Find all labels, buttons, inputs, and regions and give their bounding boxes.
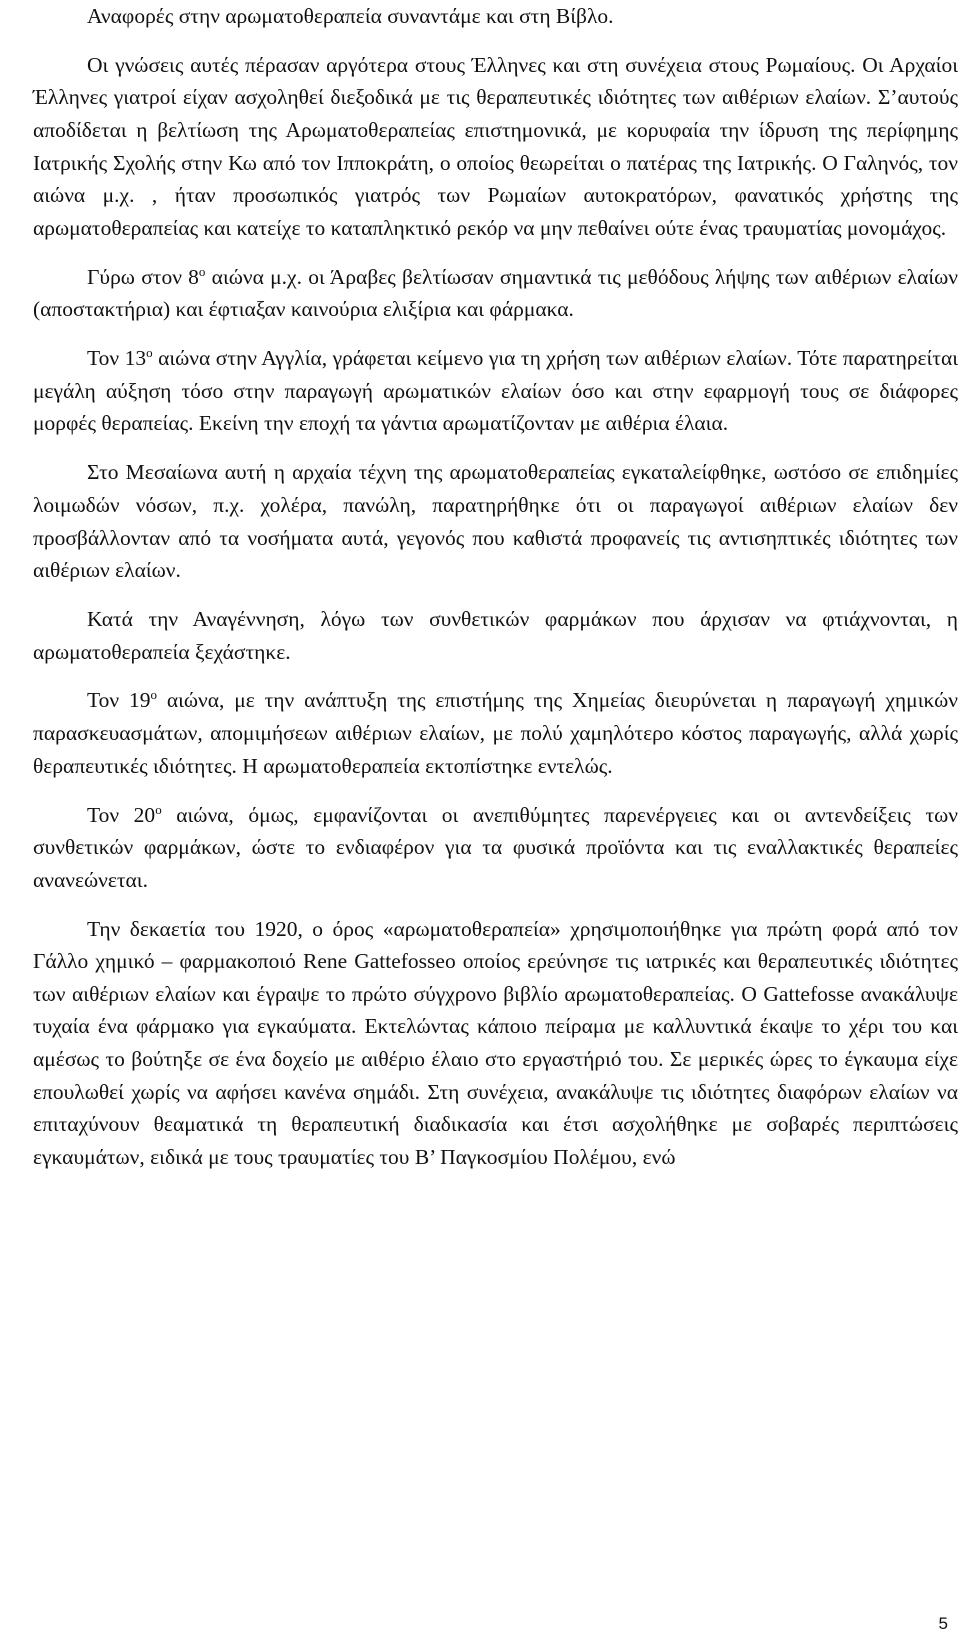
paragraph-text-after: αιώνα μ.χ. οι Άραβες βελτίωσαν σημαντικά τις μεθόδους λήψης των αιθέριων ελαίων (αποστακτήρια) και έφτιαξαν καινούρια ελιξίρια και φάρμακα. xyxy=(33,264,958,322)
paragraph-middle-ages: Στο Μεσαίωνα αυτή η αρχαία τέχνη της αρωματοθεραπείας εγκαταλείφθηκε, ωστόσο σε επιδημίες λοιμωδών νόσων, π.χ. χολέρα, πανώλη, παρατηρήθηκε ότι οι παραγωγοί αιθέριων ελαίων δεν προσβάλλονταν από τα νοσήματα αυτά, γεγονός που καθιστά προφανείς τις αντισηπτικές ιδιότητες των αιθέριων ελαίων. xyxy=(33,460,958,583)
paragraph-1920s-gattefosse: Την δεκαετία του 1920, ο όρος «αρωματοθεραπεία» χρησιμοποιήθηκε για πρώτη φορά από τον Γάλλο χημικό – φαρμακοποιό Rene Gattefosseo οποίος ερεύνησε τις ιατρικές και θεραπευτικές ιδιότητες των αιθέριων ελαίων και έγραψε το πρώτο σύγχρονο βιβλίο αρωματοθεραπείας. Ο Gattefosse ανακάλυψε τυχαία ένα φάρμακο για εγκαύματα. Εκτελώντας κάποιο πείραμα με καλλυντικά έκαψε το χέρι του και αμέσως το βούτηξε σε ένα δοχείο με αιθέριο έλαιο στο εργαστήριό του. Σε μερικές ώρες το έγκαυμα είχε επουλωθεί χωρίς να αφήσει κανένα σημάδι. Στη συνέχεια, ανακάλυψε τις ιδιότητες διαφόρων ελαίων να επιταχύνουν θεαματικά τη θεραπευτική διαδικασία και έτσι ασχολήθηκε με σοβαρές περιπτώσεις εγκαυμάτων, ειδικά με τους τραυματίες του Β’ Παγκοσμίου Πολέμου, ενώ xyxy=(33,916,958,1169)
ordinal-superscript: ο xyxy=(150,687,157,703)
paragraph-greeks-romans: Οι γνώσεις αυτές πέρασαν αργότερα στους Έλληνες και στη συνέχεια στους Ρωμαίους. Οι Αρχαίοι Έλληνες γιατροί είχαν ασχοληθεί διεξοδικά με τις θεραπευτικές ιδιότητες των αιθέριων ελαίων. Σ’αυτούς αποδίδεται η βελτίωση της Αρωματοθεραπείας επιστημονικά, με κορυφαία την ίδρυση της περίφημης Ιατρικής Σχολής στην Κω από τον Ιπποκράτη, ο οποίος θεωρείται ο πατέρας της Ιατρικής. Ο Γαληνός, τον αιώνα μ.χ. , ήταν προσωπικός γιατρός των Ρωμαίων αυτοκρατόρων, φανατικός χρήστης της αρωματοθεραπείας και κατείχε το καταπληκτικό ρεκόρ να μην πεθαίνει ούτε ένας τραυματίας μονομάχος. xyxy=(33,52,958,240)
paragraph-text-before: Τον 20 xyxy=(87,802,156,827)
paragraph-text-after: αιώνα στην Αγγλία, γράφεται κείμενο για τη χρήση των αιθέριων ελαίων. Τότε παρατηρείται μεγάλη αύξηση τόσο στην παραγωγή αρωματικών ελαίων όσο και στην εφαρμογή τους σε διάφορες μορφές θεραπείας. Εκείνη την εποχή τα γάντια αρωματίζονταν με αιθέρια έλαια. xyxy=(33,346,958,436)
paragraph-19th-century xyxy=(33,684,958,782)
ordinal-superscript: ο xyxy=(198,263,206,279)
document-body xyxy=(33,0,958,1190)
paragraph-bible-reference: Αναφορές στην αρωματοθεραπεία συναντάμε και στη Βίβλο. xyxy=(87,4,614,28)
paragraph-text-before: Γύρω στον 8 xyxy=(87,264,199,289)
paragraph-text-after: αιώνα, με την ανάπτυξη της επιστήμης της Χημείας διευρύνεται η παραγωγή χημικών παρασκευασμάτων, απομιμήσεων αιθέριων ελαίων, με πολύ χαμηλότερο κόστος παραγωγής, αλλά χωρίς θεραπευτικές ιδιότητες. Η αρωματοθεραπεία εκτοπίστηκε εντελώς. xyxy=(33,688,958,778)
paragraph-renaissance: Κατά την Αναγέννηση, λόγω των συνθετικών φαρμάκων που άρχισαν να φτιάχνονται, η αρωματοθεραπεία ξεχάστηκε. xyxy=(33,606,958,664)
paragraph-arabs-8th-century xyxy=(33,261,958,326)
paragraph-text-after: αιώνα, όμως, εμφανίζονται οι ανεπιθύμητες παρενέργειες και οι αντενδείξεις των συνθετικών φαρμάκων, ώστε το ενδιαφέρον για τα φυσικά προϊόντα και τις εναλλακτικές θεραπείες ανανεώνεται. xyxy=(33,802,959,892)
paragraph-england-13th-century xyxy=(33,342,958,440)
ordinal-superscript: ο xyxy=(146,345,153,361)
paragraph-text-before: Τον 19 xyxy=(87,688,151,713)
page-number: 5 xyxy=(938,1614,948,1633)
paragraph-text-before: Τον 13 xyxy=(87,346,147,371)
ordinal-superscript: ο xyxy=(155,801,162,817)
paragraph-20th-century xyxy=(33,799,958,897)
